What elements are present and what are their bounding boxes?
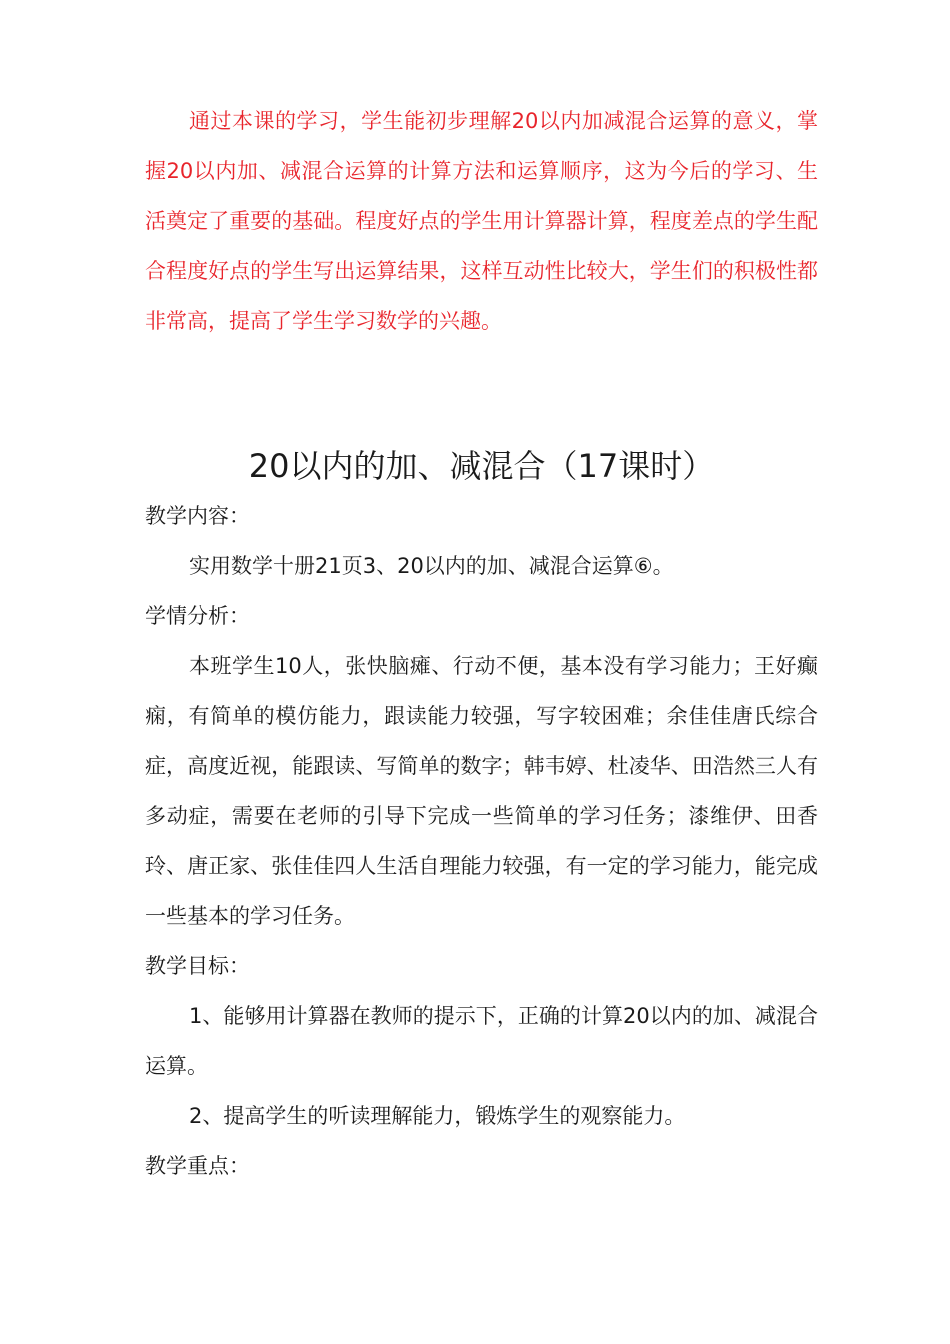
content-paragraph: 实用数学十册21页3、20以内的加、减混合运算⑥。 [189,554,674,578]
intro-paragraph: 通过本课的学习，学生能初步理解20以内加减混合运算的意义，掌握20以内加、减混合运算的计算方法和运算顺序，这为今后的学习、生活奠定了重要的基础。程度好点的学生用计算器计算，程度差点的学生配合程度好点的学生写出运算结果，这样互动性比较大，学生们的积极性都非常高，提高了学生学习数学的兴趣。 [145,109,818,333]
analysis-heading: 学情分析： [145,604,250,628]
goal-item-2: 2、提高学生的听读理解能力，锻炼学生的观察能力。 [189,1104,686,1128]
key-points-heading: 教学重点： [145,1154,250,1178]
analysis-paragraph: 本班学生10人，张快脑瘫、行动不便，基本没有学习能力；王好癫痫，有简单的模仿能力，跟读能力较强，写字较困难；余佳佳唐氏综合症，高度近视，能跟读、写简单的数字；韩韦婷、杜凌华、田浩然三人有多动症，需要在老师的引导下完成一些简单的学习任务；漆维伊、田香玲、唐正家、张佳佳四人生活自理能力较强，有一定的学习能力，能完成一些基本的学习任务。 [145,654,818,928]
goals-heading: 教学目标： [145,954,250,978]
lesson-title: 20以内的加、减混合（17课时） [248,447,715,485]
content-heading: 教学内容： [145,504,250,528]
goal-item-1: 1、能够用计算器在教师的提示下，正确的计算20以内的加、减混合运算。 [145,1004,818,1078]
